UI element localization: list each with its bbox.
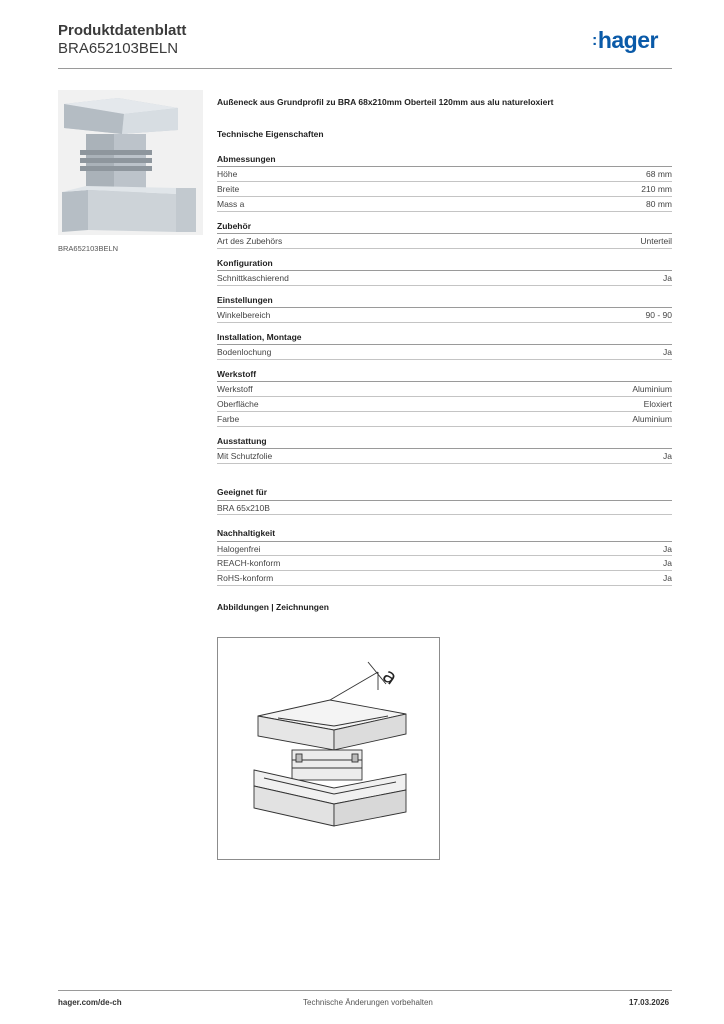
row-value: 68 mm [646, 169, 672, 179]
sustainability-row [217, 571, 672, 586]
spec-row [217, 382, 672, 397]
row-value: 80 mm [646, 199, 672, 209]
suitable-for-title: Geeignet für [217, 487, 268, 497]
spec-row [217, 412, 672, 427]
sustainability-row [217, 541, 672, 556]
spec-row [217, 271, 672, 286]
product-description: Außeneck aus Grundprofil zu BRA 68x210mm Oberteil 120mm aus alu natureloxiert [217, 97, 554, 107]
row-value: Aluminium [632, 414, 672, 424]
spec-sections [217, 153, 672, 464]
row-label: Oberfläche [217, 399, 259, 409]
row-value: Ja [663, 544, 672, 554]
row-value: Ja [663, 451, 672, 461]
row-label: Schnittkaschierend [217, 273, 289, 283]
row-value: Ja [663, 558, 672, 568]
sustainability-row [217, 556, 672, 571]
suitable-for-item-label: BRA 65x210B [217, 503, 270, 513]
spec-row [217, 234, 672, 249]
section-title: Ausstattung [217, 435, 672, 449]
row-label: Breite [217, 184, 240, 194]
spec-section [217, 294, 672, 323]
footer-website[interactable]: hager.com/de-ch [58, 998, 122, 1007]
section-title: Zubehör [217, 220, 672, 234]
section-title: Einstellungen [217, 294, 672, 308]
cable-duct-outer-corner-photo-icon [58, 90, 203, 235]
row-label: Halogenfrei [217, 544, 261, 554]
spec-row [217, 345, 672, 360]
footer-date: 17.03.2026 [629, 998, 670, 1007]
logo-name: hager [597, 27, 658, 53]
row-label: Mass a [217, 199, 245, 209]
row-value: Aluminium [632, 384, 672, 394]
row-label: Farbe [217, 414, 240, 424]
row-label: Mit Schutzfolie [217, 451, 273, 461]
spec-content [217, 97, 672, 612]
suitable-for-item [217, 500, 672, 515]
row-value: Ja [663, 347, 672, 357]
row-value: Ja [663, 573, 672, 583]
suitable-for-section [217, 486, 672, 515]
section-title: Installation, Montage [217, 331, 672, 345]
dimension-label: a [378, 662, 403, 690]
sustainability-section [217, 527, 672, 586]
page-title: Produktdatenblatt [58, 22, 187, 39]
spec-section [217, 257, 672, 286]
spec-section [217, 153, 672, 212]
spec-section [217, 368, 672, 427]
row-label: REACH-konform [217, 558, 281, 568]
outer-corner-line-drawing-icon [218, 638, 439, 859]
spec-row [217, 167, 672, 182]
section-title: Konfiguration [217, 257, 672, 271]
section-title: Abmessungen [217, 153, 672, 167]
spec-row [217, 308, 672, 323]
section-title: Werkstoff [217, 368, 672, 382]
footer-divider [58, 990, 672, 991]
technical-drawing [217, 637, 440, 860]
row-label: Werkstoff [217, 384, 253, 394]
row-label: Art des Zubehörs [217, 236, 283, 246]
header-divider [58, 68, 672, 69]
product-image [58, 90, 203, 235]
spec-row [217, 197, 672, 212]
spec-row [217, 397, 672, 412]
article-number: BRA652103BELN [58, 40, 179, 57]
hager-logo [592, 27, 658, 54]
row-value: Eloxiert [643, 399, 672, 409]
spec-row [217, 449, 672, 464]
footer-note: Technische Änderungen vorbehalten [303, 998, 433, 1007]
spec-row [217, 182, 672, 197]
row-value: Unterteil [640, 236, 672, 246]
product-caption: BRA652103BELN [58, 244, 119, 253]
logo-prefix: : [592, 32, 597, 49]
technical-properties-heading: Technische Eigenschaften [217, 129, 324, 139]
row-label: RoHS-konform [217, 573, 274, 583]
spec-section [217, 331, 672, 360]
row-label: Winkelbereich [217, 310, 271, 320]
row-value: 90 - 90 [645, 310, 672, 320]
spec-section [217, 220, 672, 249]
figures-heading: Abbildungen | Zeichnungen [217, 602, 329, 612]
row-label: Höhe [217, 169, 238, 179]
sustainability-title: Nachhaltigkeit [217, 528, 276, 538]
spec-section [217, 435, 672, 464]
row-value: 210 mm [641, 184, 672, 194]
row-label: Bodenlochung [217, 347, 272, 357]
row-value: Ja [663, 273, 672, 283]
spacer [217, 472, 672, 486]
